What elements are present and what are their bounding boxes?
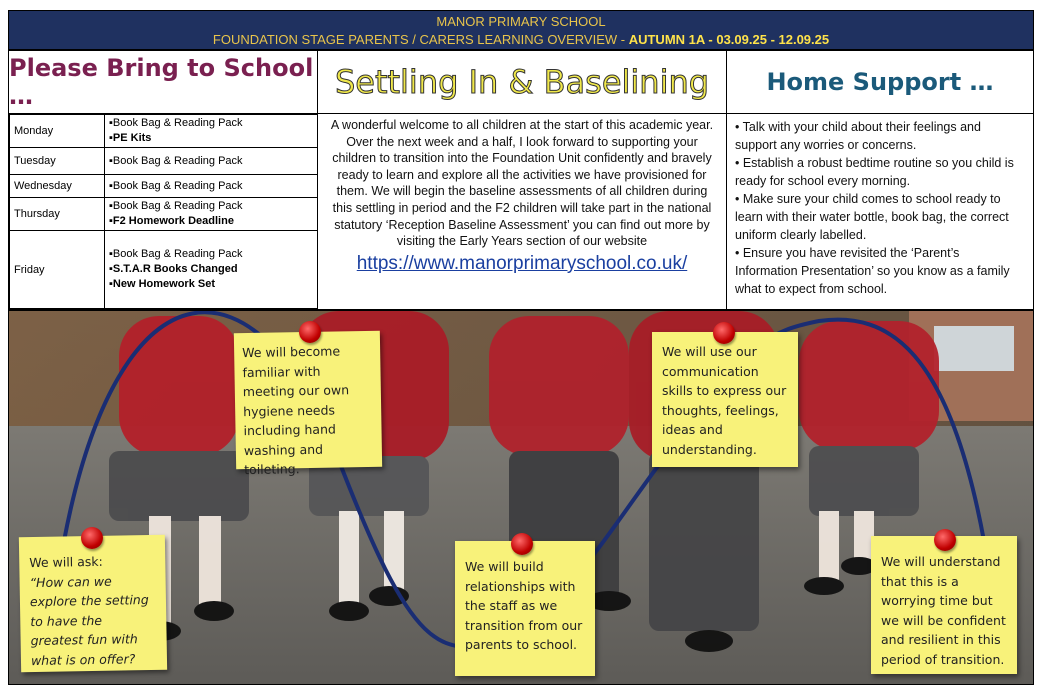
note-text: We will become familiar with meeting our own hygiene needs including hand washing and toileting. [242,343,350,478]
table-row [10,115,318,148]
term-label: AUTUMN 1A [628,32,705,47]
table-row [10,231,318,309]
note-text: We will understand that this is a worrying time but we will be confident and resilient in this period of transition. [881,554,1006,667]
support-tip: • Ensure you have revisited the ‘Parent’s Information Presentation’ so you know as a family what to expect from school. [735,246,1010,296]
overview-line [9,31,1033,49]
settling-in-title: Settling In & Baselining [318,51,727,114]
item: ▪Book Bag & Reading Pack [109,248,243,260]
bring-to-school-title: Please Bring to School … [9,51,318,114]
item: ▪PE Kits [109,132,152,144]
pin-icon [511,533,533,555]
weekly-items-table [9,114,318,309]
sticky-note-relationships [455,541,595,676]
item: ▪Book Bag & Reading Pack [109,179,243,192]
overview-prefix: FOUNDATION STAGE PARENTS / CARERS LEARNING OVERVIEW - [212,32,629,47]
item: ▪F2 Homework Deadline [109,215,234,227]
overview-grid [8,50,1034,310]
item: ▪S.T.A.R Books Changed [109,263,238,275]
window-right [934,326,1014,371]
sticky-note-ask [19,535,167,673]
sticky-note-understand [871,536,1017,674]
pin-icon [299,321,321,343]
home-support-list [727,114,1033,310]
table-row [10,198,318,231]
pin-icon [934,529,956,551]
table-row [10,148,318,175]
support-tip: • Make sure your child comes to school ready to learn with their water bottle, book bag, the correct uniform clearly labelled. [735,192,1009,242]
sticky-note-hygiene [234,331,382,478]
day-items [105,115,318,148]
day-items [105,231,318,309]
school-website-link[interactable]: https://www.manorprimaryschool.co.uk/ [356,252,688,274]
day-label: Thursday [10,198,105,231]
note-text: We will build relationships with the staff as we transition from our parents to school. [465,559,583,652]
pin-icon [713,322,735,344]
item: ▪Book Bag & Reading Pack [109,154,243,167]
home-support-title: Home Support … [727,51,1033,114]
support-tip: • Talk with your child about their feelings and support any worries or concerns. [735,120,981,152]
day-label: Friday [10,231,105,309]
day-items [105,148,318,175]
term-dates: - 03.09.25 - 12.09.25 [704,32,830,47]
pin-icon [81,527,103,549]
note-text: We will use our communication skills to express our thoughts, feelings, ideas and understanding. [662,344,787,457]
day-label: Monday [10,115,105,148]
item: ▪Book Bag & Reading Pack [109,117,243,129]
table-row [10,175,318,198]
settling-in-content [318,114,727,310]
header-banner [8,10,1034,50]
children-running-photo [8,310,1034,685]
support-tip: • Establish a robust bedtime routine so you child is ready for school every morning. [735,156,1014,188]
day-items [105,198,318,231]
day-label: Wednesday [10,175,105,198]
item: ▪Book Bag & Reading Pack [109,200,243,212]
sticky-note-communication [652,332,798,467]
day-label: Tuesday [10,148,105,175]
note-text: We will ask: [29,553,103,571]
school-name: MANOR PRIMARY SCHOOL [436,14,606,29]
note-question: “How can we explore the setting to have the greatest fun with what is on offer? [29,573,149,668]
item: ▪New Homework Set [109,278,215,290]
settling-in-text: A wonderful welcome to all children at the start of this academic year. Over the next week and a half, I look forward to supporting your children to transition into the Foundation Unit confidently and bravely ready to learn and explore all the activities we have provisioned for them. We will begin the baseline assessments of all children during this settling in period and the F2 children will take part in the national statutory ‘Reception Baseline Assessment’ you can find out more by visiting the Early Years section of our website [330,118,714,249]
day-items [105,175,318,198]
